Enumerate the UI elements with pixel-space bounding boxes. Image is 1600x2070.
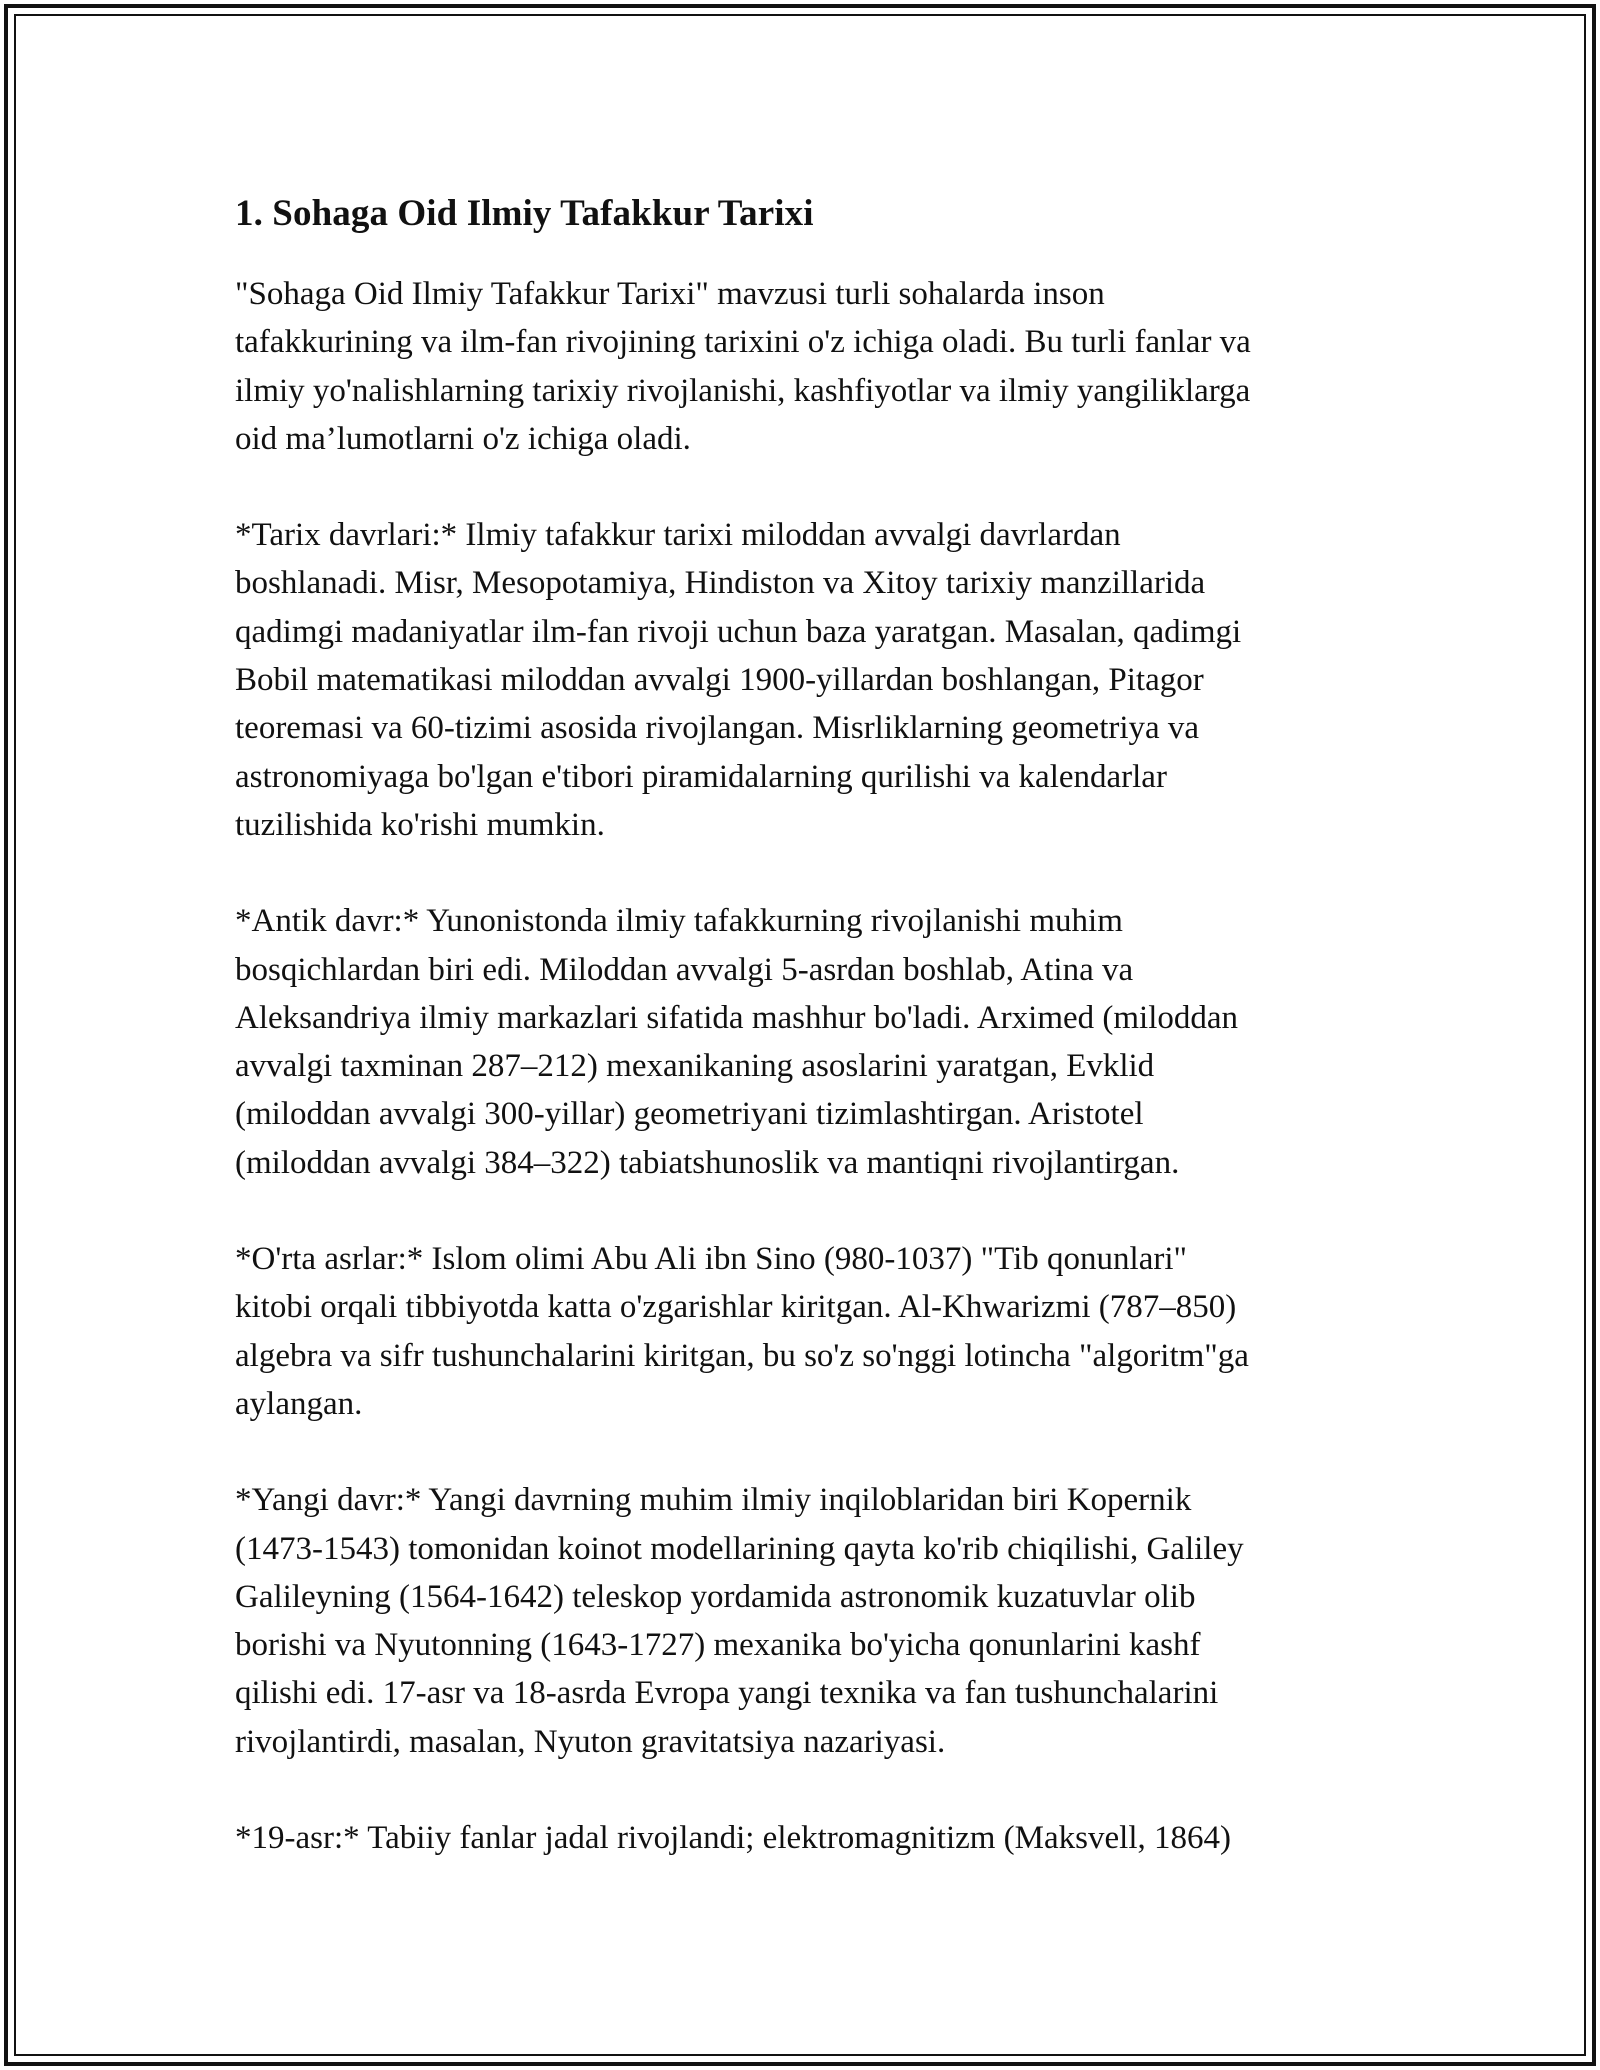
paragraph-antiquity: *Antik davr:* Yunonistonda ilmiy tafakkurning rivojlanishi muhim bosqichlardan biri edi. Miloddan avvalgi 5-asrdan boshlab, Atina va Aleksandriya ilmiy markazlari sifatida mashhur bo'ladi. Arximed (miloddan avvalgi taxminan 287–212) mexanikaning asoslarini yaratgan, Evklid (miloddan avvalgi 300-yillar) geometriyani tizimlashtirgan. Aristotel (miloddan avvalgi 384–322) tabiatshunoslik va mantiqni rivojlantirgan.: [235, 903, 1239, 1181]
paragraph-history-periods: *Tarix davrlari:* Ilmiy tafakkur tarixi miloddan avvalgi davrlardan boshlanadi. Misr, Mesopotamiya, Hindiston va Xitoy tarixiy manzillarida qadimgi madaniyatlar ilm-fan rivoji uchun baza yaratgan. Masalan, qadimgi Bobil matematikasi miloddan avvalgi 1900-yillardan boshlangan, Pitagor teoremasi va 60-tizimi asosida rivojlangan. Misrliklarning geometriya va astronomiyaga bo'lgan e'tibori piramidalarning qurilishi va kalendarlar tuzilishida ko'rishi mumkin.: [235, 517, 1242, 843]
paragraph-intro: "Sohaga Oid Ilmiy Tafakkur Tarixi" mavzusi turli sohalarda inson tafakkurining va ilm-fan rivojining tarixini o'z ichiga oladi. Bu turli fanlar va ilmiy yo'nalishlarning tarixiy rivojlanishi, kashfiyotlar va ilmiy yangiliklarga oid ma’lumotlarni o'z ichiga oladi.: [235, 276, 1251, 457]
paragraph-middle-ages: *O'rta asrlar:* Islom olimi Abu Ali ibn Sino (980-1037) "Tib qonunlari" kitobi orqali tibbiyotda katta o'zgarishlar kiritgan. Al-Khwarizmi (787–850) algebra va sifr tushunchalarini kiritgan, bu so'z so'nggi lotincha "algoritm"ga aylangan.: [235, 1241, 1249, 1422]
paragraph-modern-era: *Yangi davr:* Yangi davrning muhim ilmiy inqiloblaridan biri Kopernik (1473-1543) tomonidan koinot modellarining qayta ko'rib chiqilishi, Galiley Galileyning (1564-1642) teleskop yordamida astronomik kuzatuvlar olib borishi va Nyutonning (1643-1727) mexanika bo'yicha qonunlarini kashf qilishi edi. 17-asr va 18-asrda Evropa yangi texnika va fan tushunchalarini rivojlantirdi, masalan, Nyuton gravitatsiya nazariyasi.: [235, 1482, 1244, 1760]
document-title: 1. Sohaga Oid Ilmiy Tafakkur Tarixi: [235, 193, 814, 234]
document-body: [235, 186, 1375, 1910]
paragraph-19th-century: *19-asr:* Tabiiy fanlar jadal rivojlandi; elektromagnitizm (Maksvell, 1864): [235, 1820, 1231, 1857]
